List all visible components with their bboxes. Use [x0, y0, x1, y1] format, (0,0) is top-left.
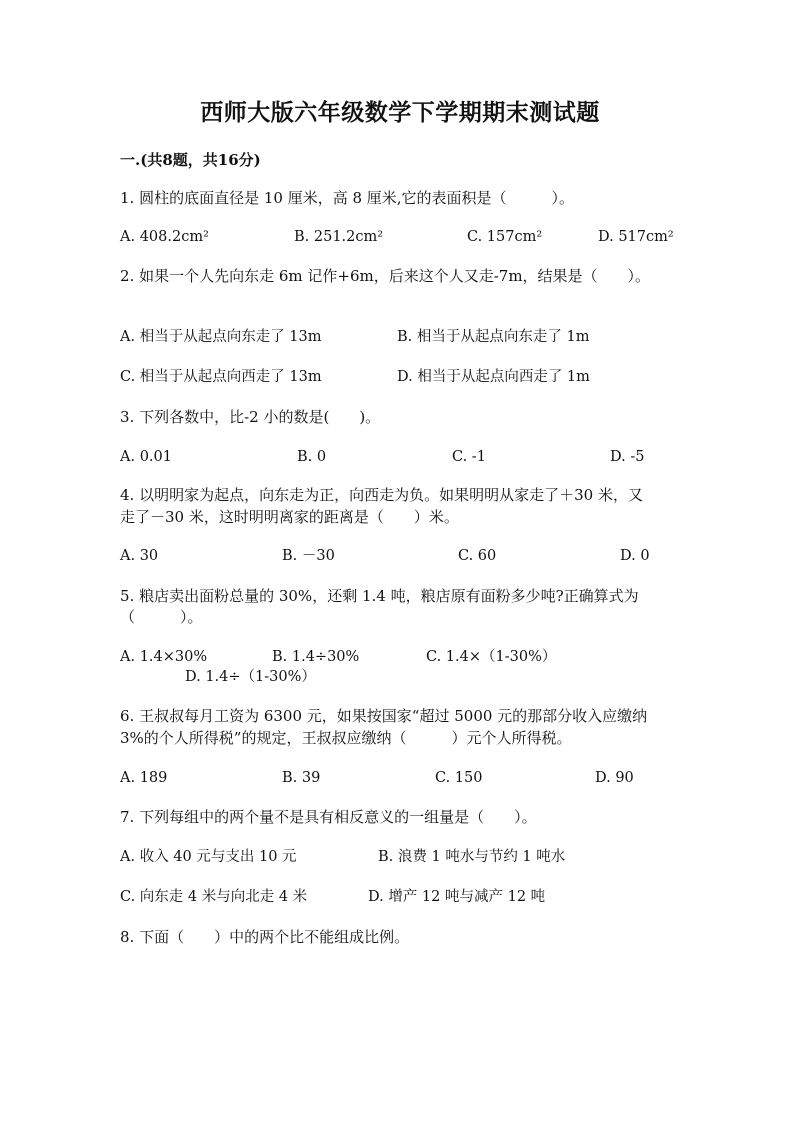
question-7-option-d: D. 增产 12 吨与减产 12 吨 — [368, 889, 546, 905]
question-3-stem: 3. 下列各数中，比-2 小的数是( )。 — [120, 408, 381, 426]
question-1-option-b: B. 251.2cm² — [294, 229, 384, 245]
question-7-stem: 7. 下列每组中的两个量不是具有相反意义的一组量是（ ）。 — [120, 808, 537, 826]
question-5-option-d: D. 1.4÷（1-30%） — [185, 669, 316, 685]
question-6-option-d: D. 90 — [595, 770, 634, 786]
question-5-option-b: B. 1.4÷30% — [272, 649, 360, 665]
question-2-option-d: D. 相当于从起点向西走了 1m — [397, 369, 590, 385]
question-4-option-d: D. 0 — [620, 548, 650, 564]
question-5-option-a: A. 1.4×30% — [120, 649, 208, 665]
question-2-stem: 2. 如果一个人先向东走 6m 记作+6m，后来这个人又走-7m，结果是（ ）。 — [120, 267, 651, 285]
question-3-option-b: B. 0 — [297, 449, 327, 465]
question-4-stem-line-1: 4. 以明明家为起点，向东走为正，向西走为负。如果明明从家走了＋30 米，又 — [120, 486, 643, 504]
page-title: 西师大版六年级数学下学期期末测试题 — [200, 99, 600, 126]
question-3-option-c: C. -1 — [452, 449, 486, 465]
question-2-option-c: C. 相当于从起点向西走了 13m — [120, 369, 322, 385]
question-2-option-b: B. 相当于从起点向东走了 1m — [397, 329, 590, 345]
question-3-option-d: D. -5 — [610, 449, 645, 465]
question-1-option-d: D. 517cm² — [598, 229, 674, 245]
question-4-option-b: B. －30 — [282, 548, 335, 564]
question-7-option-b: B. 浪费 1 吨水与节约 1 吨水 — [378, 849, 566, 865]
question-6-option-a: A. 189 — [120, 770, 168, 786]
question-6-stem-line-2: 3%的个人所得税”的规定，王叔叔应缴纳（ ）元个人所得税。 — [120, 729, 572, 747]
question-7-option-c: C. 向东走 4 米与向北走 4 米 — [120, 889, 308, 905]
question-2-option-a: A. 相当于从起点向东走了 13m — [120, 329, 322, 345]
question-4-option-c: C. 60 — [458, 548, 497, 564]
question-8-stem: 8. 下面（ ）中的两个比不能组成比例。 — [120, 928, 410, 946]
question-3-option-a: A. 0.01 — [120, 449, 172, 465]
question-4-stem-line-2: 走了－30 米，这时明明离家的距离是（ ）米。 — [120, 508, 459, 526]
question-1-option-c: C. 157cm² — [467, 229, 543, 245]
question-5-stem-line-2: （ ）。 — [120, 608, 203, 626]
question-5-stem-line-1: 5. 粮店卖出面粉总量的 30%，还剩 1.4 吨，粮店原有面粉多少吨?正确算式为 — [120, 587, 639, 605]
section-heading: 一.(共8题，共16分) — [120, 151, 261, 169]
question-1-stem: 1. 圆柱的底面直径是 10 厘米，高 8 厘米,它的表面积是（ ）。 — [120, 189, 575, 207]
question-6-option-b: B. 39 — [282, 770, 321, 786]
question-5-option-c: C. 1.4×（1-30%） — [426, 649, 557, 665]
question-4-option-a: A. 30 — [120, 548, 159, 564]
question-7-option-a: A. 收入 40 元与支出 10 元 — [120, 849, 297, 865]
question-6-stem-line-1: 6. 王叔叔每月工资为 6300 元，如果按国家“超过 5000 元的那部分收入应缴纳 — [120, 707, 648, 725]
question-6-option-c: C. 150 — [435, 770, 483, 786]
question-1-option-a: A. 408.2cm² — [120, 229, 209, 245]
